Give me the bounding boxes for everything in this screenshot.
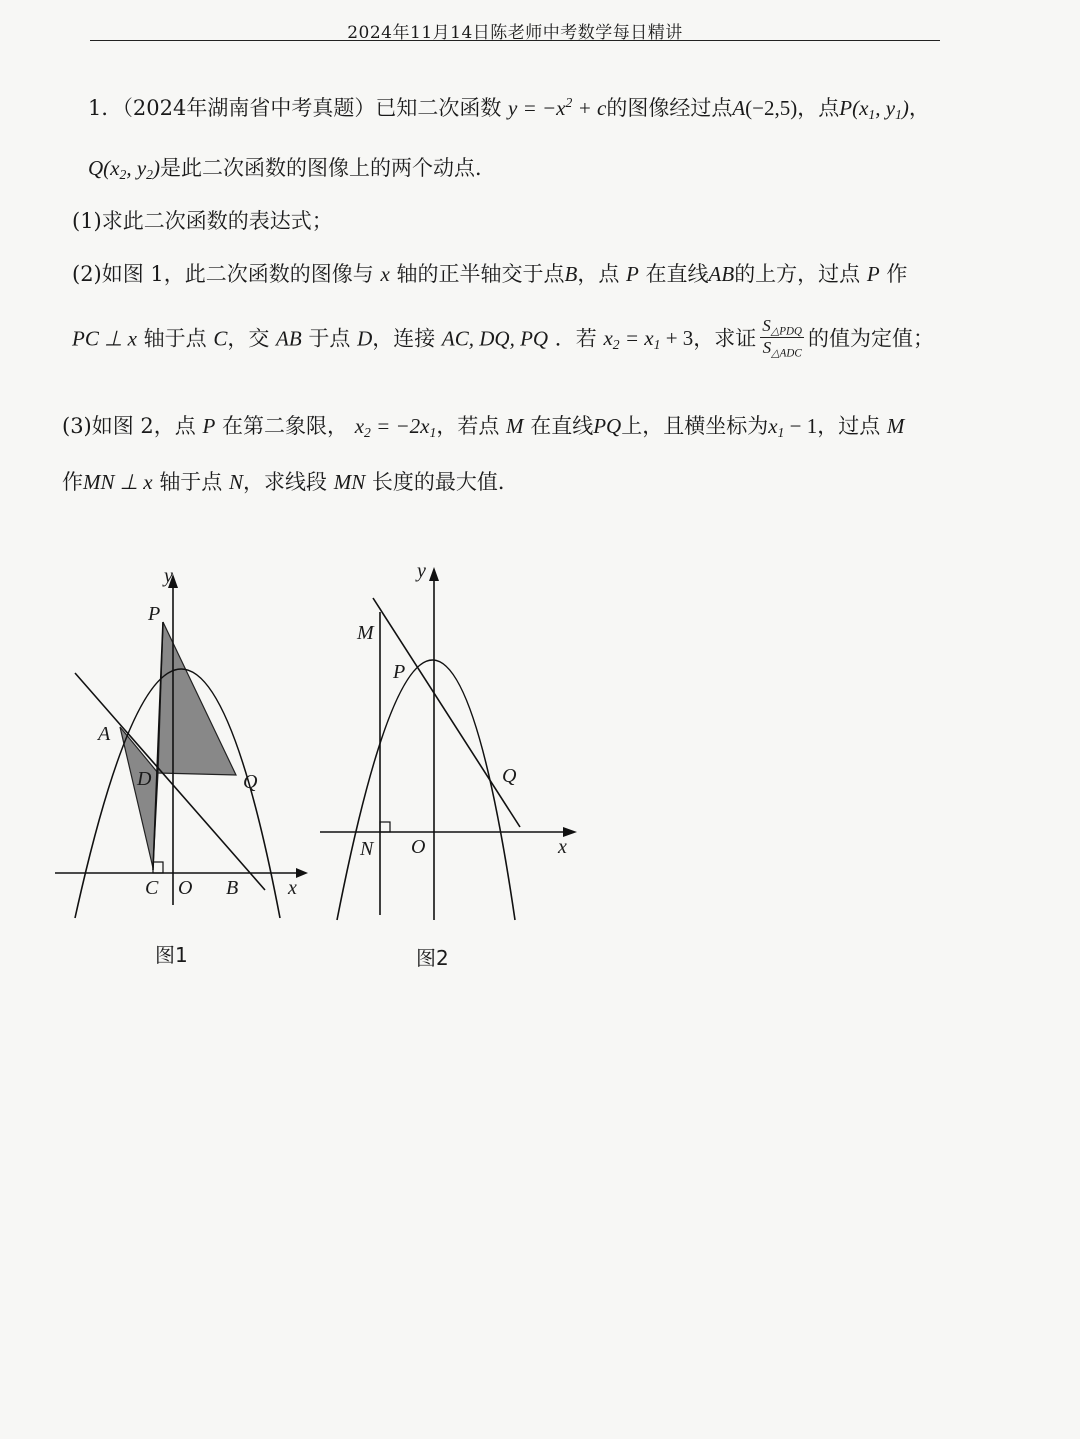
figure-1-caption: 图1 [155, 943, 188, 967]
parabola [337, 660, 515, 920]
triangle-ADC [120, 727, 158, 868]
point-A: A(−2,5) [732, 96, 798, 120]
right-angle-mark [153, 862, 163, 873]
point-Q: $Q(x_2$, $y_2$) [88, 156, 160, 183]
right-angle-mark [380, 822, 390, 832]
text-segment: ，点 [797, 96, 840, 120]
text-segment: ， [908, 96, 930, 120]
figure-1 [50, 560, 330, 990]
question-3-line-1: (3)如图 2，点 P 在第二象限， $x_2 = -2x_1$，若点 M 在直线PQ上，且横坐标为$x_1 - 1$，过点 M [62, 414, 905, 441]
x-axis-arrow [296, 868, 308, 878]
point-P: $P(x_1$, $y_1$) [839, 96, 909, 123]
question-2-line-2: PC ⊥ x 轴于点 C，交 AB 于点 D，连接 AC, DQ, PQ ．若 $x_2 = x_1 + 3$，求证 $\frac{S_{\triangle PDQ}}{S_{\triangle ADC}}$ 的值为定值； [72, 316, 934, 360]
problem-line-2 [88, 152, 496, 183]
question-3-line-2: 作MN ⊥ x 轴于点 N，求线段 MN 长度的最大值． [62, 470, 519, 494]
label-O: O [411, 836, 426, 858]
question-2-line-1: (2)如图 1，此二次函数的图像与 x 轴的正半轴交于点B，点 P 在直线AB的上方，过点 P 作 [72, 262, 908, 286]
area-ratio-fraction: $\frac{S_{\triangle PDQ}}{S_{\triangle ADC}}$ [762, 316, 802, 360]
problem-number: 1． [88, 96, 123, 120]
text-segment: 是此二次函数的图像上的两个动点． [159, 156, 496, 180]
header-rule [90, 40, 940, 41]
y-axis-arrow [429, 567, 439, 581]
triangle-PDQ [158, 622, 236, 775]
label-x: x [288, 877, 297, 899]
figure-2 [315, 555, 595, 985]
label-A: A [98, 723, 111, 745]
line-PQ [373, 598, 520, 827]
label-M: M [357, 622, 374, 644]
figure-2-caption: 图2 [416, 946, 449, 970]
label-D: D [137, 768, 152, 790]
text-segment: 的图像经过点 [606, 96, 733, 120]
function-expression: $y = -x^2 + c$ [508, 94, 607, 120]
problem-source: （2024年湖南省中考真题） [122, 96, 376, 120]
label-Q: Q [243, 771, 258, 793]
page-header: 2024年11月14日陈老师中考数学每日精讲 [347, 23, 683, 43]
label-C: C [145, 877, 159, 899]
label-P: P [148, 603, 161, 625]
label-O: O [178, 877, 193, 899]
text-segment: 已知二次函数 [375, 96, 502, 120]
label-N: N [360, 838, 374, 860]
question-1: (1)求此二次函数的表达式； [72, 209, 333, 233]
problem-line-1 [88, 92, 930, 123]
label-y: y [417, 560, 426, 582]
label-Q: Q [502, 765, 517, 787]
label-y: y [164, 565, 173, 587]
label-x: x [558, 836, 567, 858]
label-P: P [393, 661, 406, 683]
label-B: B [226, 877, 239, 899]
